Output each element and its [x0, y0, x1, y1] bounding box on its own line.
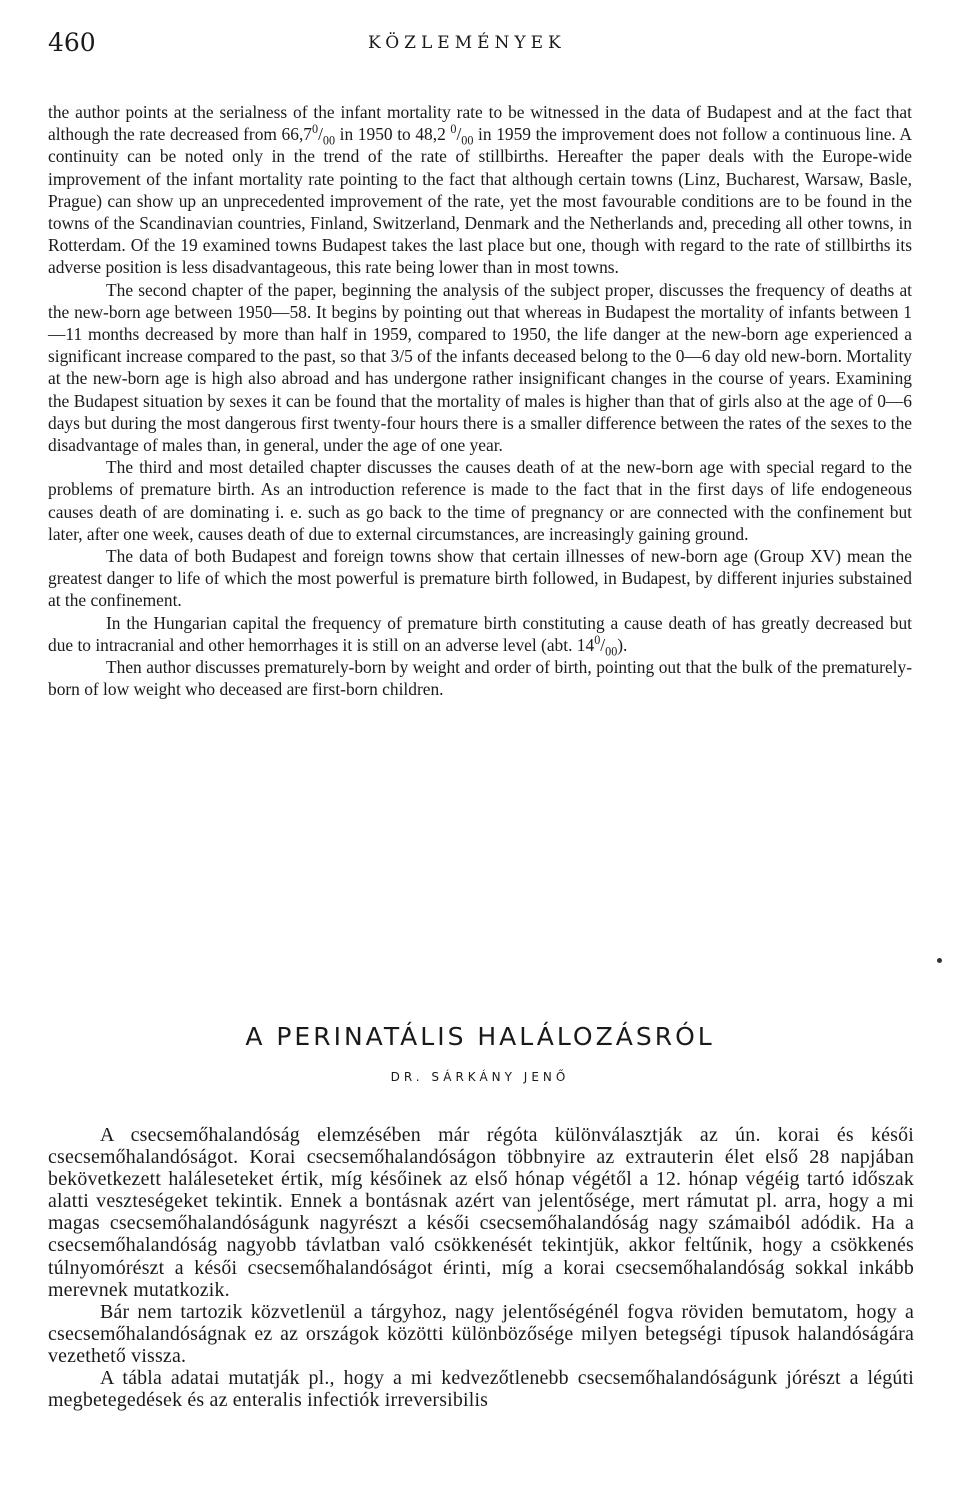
- article-author: DR. SÁRKÁNY JENŐ: [390, 1070, 570, 1084]
- article-body: [48, 1124, 914, 1411]
- running-head: KÖZLEMÉNYEK: [368, 33, 566, 53]
- english-summary: [48, 101, 912, 700]
- article-paragraph-1: A csecsemőhalandóság elemzésében már régóta különválasztják az ún. korai és késői csecsemőhalandóságot. Korai csecsemőhalandóságon többnyire az extrauterin élet első 28 napjában bekövetkezett haláleseteket értik, míg későinek az első hónap végétől a 12. hónap végéig tartó időszak alatti veszteségeket tekintik. Ennek a bontásnak azért van jelentősége, mert rámutat pl. arra, hogy a mi magas csecsemőhalandóságunk nagyrészt a késői csecsemőhalandóság nagy számaiból adódik. Ha a csecsemőhalandóság nagyobb távlatban való csökkenését tekintjük, akkor feltűnik, hogy a csökkenés túlnyomórészt a késői csecsemőhalandóságot érinti, míg a korai csecsemőhalandóság sokkal inkább merevnek mutatkozik.: [48, 1124, 914, 1301]
- summary-paragraph-4: The data of both Budapest and foreign towns show that certain illnesses of new-born age (Group XV) mean the greatest danger to life of which the most powerful is premature birth followed, in Budapest, by different injuries substained at the confinement.: [48, 546, 912, 611]
- stray-dot: [937, 958, 942, 963]
- article-paragraph-2: Bár nem tartozik közvetlenül a tárgyhoz, nagy jelentőségénél fogva röviden bemutatom, hogy a csecsemőhalandóságnak ez az országok közötti különbözősége milyen betegségi típusok halandóságára vezethető vissza.: [48, 1300, 914, 1367]
- summary-paragraph-2: The second chapter of the paper, beginning the analysis of the subject proper, discusses the frequency of deaths at the new-born age between 1950—58. It begins by pointing out that whereas in Budapest the mortality of infants between 1—11 months decreased by more than half in 1959, compared to 1950, the life danger at the new-born age experienced a significant increase compared to the past, so that 3/5 of the infants deceased belong to the 0—6 day old new-born. Mortality at the new-born age is high also abroad and has undergone rather insignificant changes in the course of years. Examining the Budapest situation by sexes it can be found that the mortality of males is higher than that of girls also at the age of 0—6 days but during the most dangerous first twenty-four hours there is a smaller difference between the rates of the sexes to the disadvantage of males than, in general, under the age of one year.: [48, 279, 912, 456]
- summary-paragraph-1: the author points at the serialness of the infant mortality rate to be witnessed in the data of Budapest and at the fact that although the rate decreased from $66,7^0/_{00}$ in 1950 to 48,2 $^0/_{00}$ in 1959 the improvement does not follow a continuous line. A continuity can be noted only in the trend of the rate of stillbirths. Hereafter the paper deals with the Europe-wide improvement of the infant mortality rate pointing to the fact that although certain towns (Linz, Bucharest, Warsaw, Basle, Prague) can show up an unprecedented improvement of the rate, yet the most favourable conditions are to be found in the towns of the Scandinavian countries, Finland, Switzerland, Denmark and the Netherlands and, preceding all other towns, in Rotterdam. Of the 19 examined towns Budapest takes the last place but one, though with regard to the rate of stillbirths its adverse position is less disadvantageous, this rate being lower than in most towns.: [48, 102, 912, 278]
- article-paragraph-3: A tábla adatai mutatják pl., hogy a mi kedvezőtlenebb csecsemőhalandóságunk jórészt a légúti megbetegedések és az enteralis infectiók irreversibilis: [48, 1367, 914, 1412]
- summary-paragraph-3: The third and most detailed chapter discusses the causes death of at the new-born age with special regard to the problems of premature birth. As an introduction reference is made to the fact that in the first days of life endogeneous causes death of are dominating i. e. such as go back to the time of pregnancy or are connected with the confinement but later, after one week, causes death of due to external circumstances, are increasingly gaining ground.: [48, 457, 912, 544]
- page-number: 460: [48, 28, 96, 57]
- summary-paragraph-6: Then author discusses prematurely-born by weight and order of birth, pointing out that the bulk of the prematurely-born of low weight who deceased are first-born children.: [48, 657, 912, 700]
- article-title: A PERINATÁLIS HALÁLOZÁSRÓL: [245, 1022, 715, 1051]
- summary-paragraph-5: In the Hungarian capital the frequency of premature birth constituting a cause death of has greatly decreased but due to intracranial and other hemorrhages it is still on an adverse level (abt. $14^0/_{00}$).: [48, 612, 912, 659]
